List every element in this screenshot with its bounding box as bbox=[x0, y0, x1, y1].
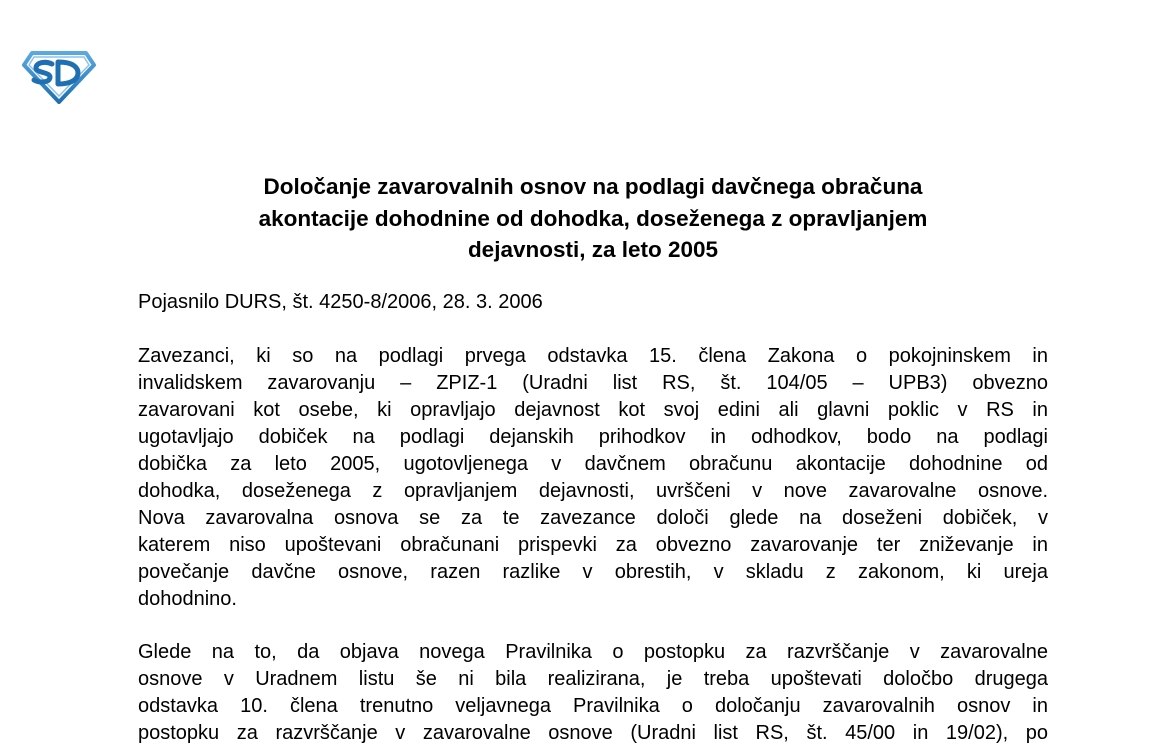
body-paragraph bbox=[138, 639, 1048, 743]
paragraph-line: dohodka, doseženega z opravljanjem dejavnosti, uvrščeni v nove zavarovalne osnove. bbox=[138, 480, 1048, 502]
paragraph-line: ugotavljajo dobiček na podlagi dejanskih prihodkov in odhodkov, bodo na podlagi bbox=[138, 426, 1048, 448]
paragraph-line: povečanje davčne osnove, razen razlike v obrestih, v skladu z zakonom, ki ureja bbox=[138, 561, 1048, 583]
paragraph-line: osnove v Uradnem listu še ni bila realizirana, je treba upoštevati določbo drugega bbox=[138, 668, 1048, 690]
title-line: Določanje zavarovalnih osnov na podlagi davčnega obračuna bbox=[263, 174, 923, 199]
sd-diamond-logo-icon bbox=[22, 48, 96, 104]
document-title bbox=[138, 171, 1048, 266]
paragraph-line: odstavka 10. člena trenutno veljavnega Pravilnika o določanju zavarovalnih osnov in bbox=[138, 695, 1048, 717]
paragraph-line: postopku za razvrščanje v zavarovalne osnove (Uradni list RS, št. 45/00 in 19/02), po bbox=[138, 722, 1048, 743]
paragraph-line: Zavezanci, ki so na podlagi prvega odstavka 15. člena Zakona o pokojninskem in bbox=[138, 345, 1048, 367]
paragraph-line: dohodnino. bbox=[138, 588, 237, 610]
paragraph-line: katerem niso upoštevani obračunani prispevki za obvezno zavarovanje ter zniževanje in bbox=[138, 534, 1048, 556]
body-paragraph bbox=[138, 343, 1048, 613]
paragraph-line: Nova zavarovalna osnova se za te zavezance določi glede na doseženi dobiček, v bbox=[138, 507, 1048, 529]
title-line: dejavnosti, za leto 2005 bbox=[467, 237, 719, 262]
paragraph-line: Glede na to, da objava novega Pravilnika o postopku za razvrščanje v zavarovalne bbox=[138, 641, 1048, 663]
title-line: akontacije dohodnine od dohodka, doseženega z opravljanjem bbox=[258, 205, 928, 231]
document-source-reference: Pojasnilo DURS, št. 4250-8/2006, 28. 3. 2006 bbox=[138, 291, 543, 313]
paragraph-line: invalidskem zavarovanju – ZPIZ-1 (Uradni list RS, št. 104/05 – UPB3) obvezno bbox=[138, 372, 1048, 394]
paragraph-line: dobička za leto 2005, ugotovljenega v davčnem obračunu akontacije dohodnine od bbox=[138, 453, 1048, 475]
paragraph-line: zavarovani kot osebe, ki opravljajo dejavnost kot svoj edini ali glavni poklic v RS in bbox=[138, 399, 1048, 421]
